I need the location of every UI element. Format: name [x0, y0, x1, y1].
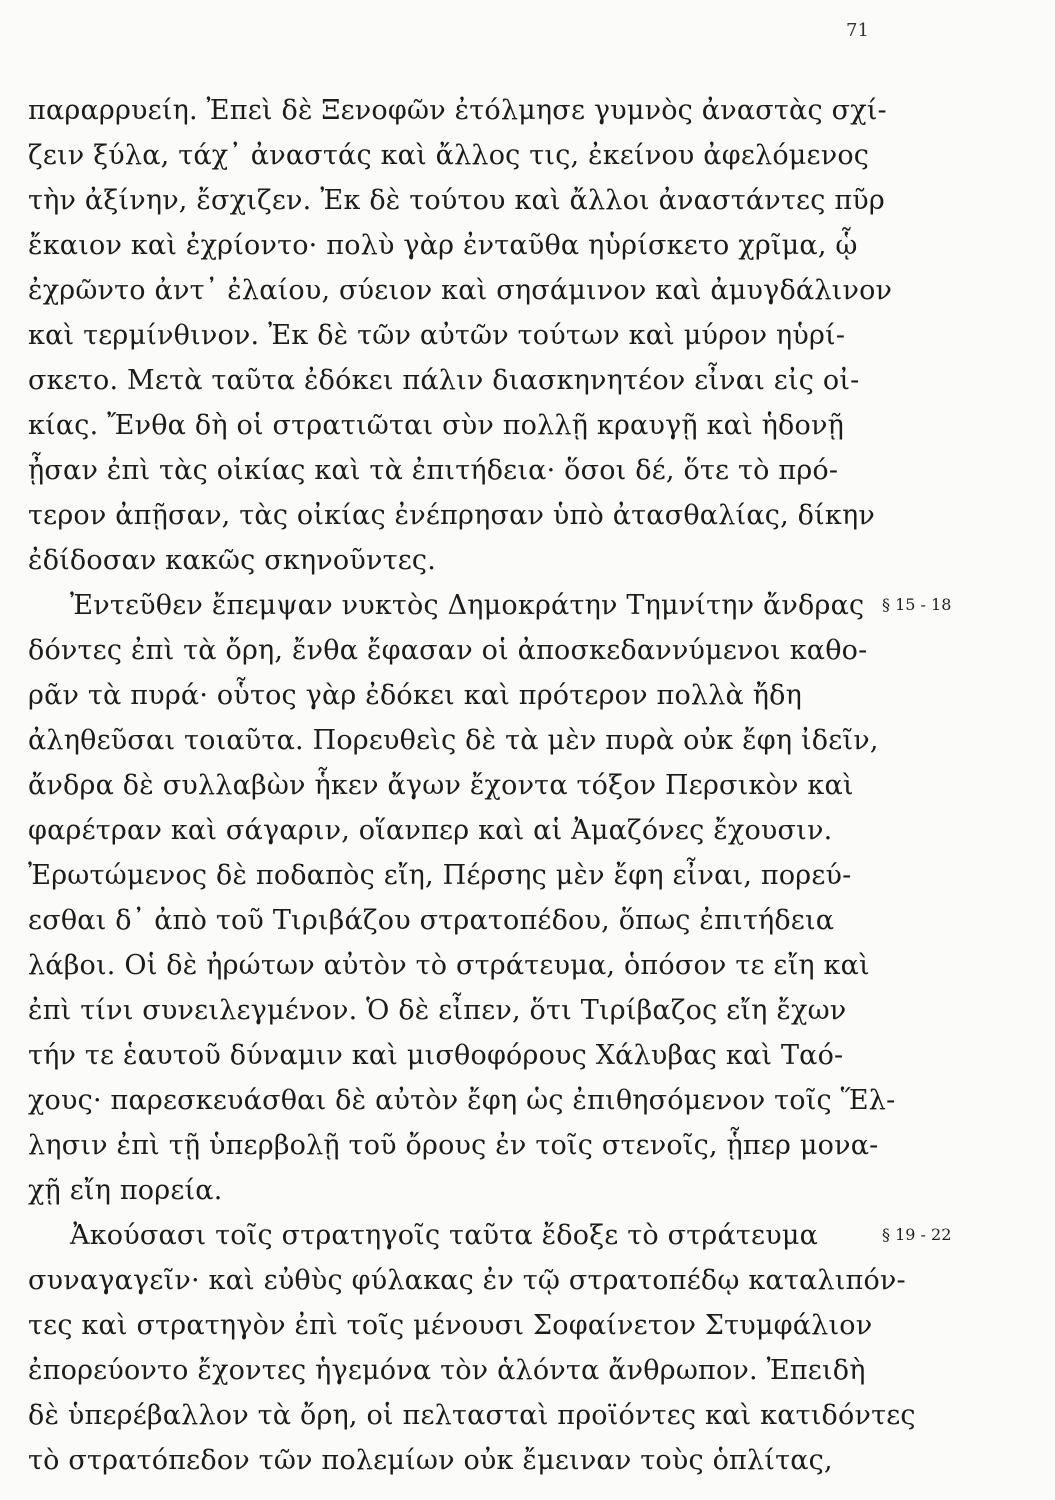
text-line: παραρρυείη. Ἐπεὶ δὲ Ξενοφῶν ἐτόλμησε γυμνὸς ἀναστὰς σχί-	[28, 95, 887, 126]
text-line: συναγαγεῖν· καὶ εὐθὺς φύλακας ἐν τῷ στρατοπέδῳ καταλιπόν-	[28, 1265, 906, 1296]
section-reference: § 19 - 22	[882, 1225, 952, 1244]
text-line: τὴν ἀξίνην, ἔσχιζεν. Ἐκ δὲ τούτου καὶ ἄλλοι ἀναστάντες πῦρ	[28, 185, 885, 216]
text-line: κίας. Ἔνθα δὴ οἱ στρατιῶται σὺν πολλῇ κραυγῇ καὶ ἡδονῇ	[28, 410, 844, 441]
text-line: Ἀκούσασι τοῖς στρατηγοῖς ταῦτα ἔδοξε τὸ στράτευμα	[70, 1220, 819, 1251]
text-line: ἐπὶ τίνι συνειλεγμένον. Ὁ δὲ εἶπεν, ὅτι Τιρίβαζος εἴη ἔχων	[28, 995, 847, 1026]
paragraph	[28, 1213, 916, 1483]
text-line: Ἐντεῦθεν ἔπεμψαν νυκτὸς Δημοκράτην Τημνίτην ἄνδρας	[70, 590, 865, 621]
text-line: δόντες ἐπὶ τὰ ὄρη, ἔνθα ἔφασαν οἱ ἀποσκεδαννύμενοι καθο-	[28, 635, 868, 666]
text-line: σκετο. Μετὰ ταῦτα ἐδόκει πάλιν διασκηνητέον εἶναι εἰς οἰ-	[28, 365, 860, 396]
text-line: ἔκαιον καὶ ἐχρίοντο· πολὺ γὰρ ἐνταῦθα ηὑρίσκετο χρῖμα, ᾧ	[28, 230, 858, 261]
paragraph	[28, 88, 893, 583]
text-line: δὲ ὑπερέβαλλον τὰ ὄρη, οἱ πελτασταὶ προϊόντες καὶ κατιδόντες	[28, 1400, 916, 1431]
text-line: ἀληθεῦσαι τοιαῦτα. Πορευθεὶς δὲ τὰ μὲν πυρὰ οὐκ ἔφη ἰδεῖν,	[28, 725, 879, 756]
text-line: ἄνδρα δὲ συλλαβὼν ἧκεν ἄγων ἔχοντα τόξον Περσικὸν καὶ	[28, 770, 854, 801]
text-line: ρᾶν τὰ πυρά· οὗτος γὰρ ἐδόκει καὶ πρότερον πολλὰ ἤδη	[28, 680, 802, 711]
text-line: τὸ στρατόπεδον τῶν πολεμίων οὐκ ἔμειναν τοὺς ὁπλίτας,	[28, 1445, 833, 1476]
text-line: ᾖσαν ἐπὶ τὰς οἰκίας καὶ τὰ ἐπιτήδεια· ὅσοι δέ, ὅτε τὸ πρό-	[28, 455, 839, 486]
text-body	[28, 88, 916, 1483]
page-number: 71	[846, 20, 869, 41]
text-line: τες καὶ στρατηγὸν ἐπὶ τοῖς μένουσι Σοφαίνετον Στυμφάλιον	[28, 1310, 873, 1341]
text-line: φαρέτραν καὶ σάγαριν, οἵανπερ καὶ αἱ Ἀμαζόνες ἔχουσιν.	[28, 815, 833, 846]
text-line: λάβοι. Οἱ δὲ ἠρώτων αὐτὸν τὸ στράτευμα, ὁπόσον τε εἴη καὶ	[28, 950, 870, 981]
text-line: χῇ εἴη πορεία.	[28, 1175, 223, 1206]
section-reference: § 15 - 18	[882, 595, 952, 614]
text-line: τερον ἀπῇσαν, τὰς οἰκίας ἐνέπρησαν ὑπὸ ἀτασθαλίας, δίκην	[28, 500, 875, 531]
text-line: χους· παρεσκευάσθαι δὲ αὐτὸν ἔφη ὡς ἐπιθησόμενον τοῖς Ἕλ-	[28, 1085, 896, 1116]
text-line: Ἐρωτώμενος δὲ ποδαπὸς εἴη, Πέρσης μὲν ἔφη εἶναι, πορεύ-	[28, 860, 852, 891]
text-line: ἐπορεύοντο ἔχοντες ἡγεμόνα τὸν ἁλόντα ἄνθρωπον. Ἐπειδὴ	[28, 1355, 866, 1386]
text-line: λησιν ἐπὶ τῇ ὑπερβολῇ τοῦ ὄρους ἐν τοῖς στενοῖς, ᾗπερ μονα-	[28, 1130, 879, 1161]
text-line: ζειν ξύλα, τάχ᾽ ἀναστάς καὶ ἄλλος τις, ἐκείνου ἀφελόμενος	[28, 140, 870, 171]
text-line: καὶ τερμίνθινον. Ἐκ δὲ τῶν αὐτῶν τούτων καὶ μύρον ηὑρί-	[28, 320, 846, 351]
text-line: ἐχρῶντο ἀντ᾽ ἐλαίου, σύειον καὶ σησάμινον καὶ ἀμυγδάλινον	[28, 275, 893, 306]
paragraph	[28, 583, 896, 1213]
text-line: τήν τε ἑαυτοῦ δύναμιν καὶ μισθοφόρους Χάλυβας καὶ Ταό-	[28, 1040, 844, 1071]
text-line: εσθαι δ᾽ ἀπὸ τοῦ Τιριβάζου στρατοπέδου, ὅπως ἐπιτήδεια	[28, 905, 835, 936]
text-line: ἐδίδοσαν κακῶς σκηνοῦντες.	[28, 545, 437, 576]
